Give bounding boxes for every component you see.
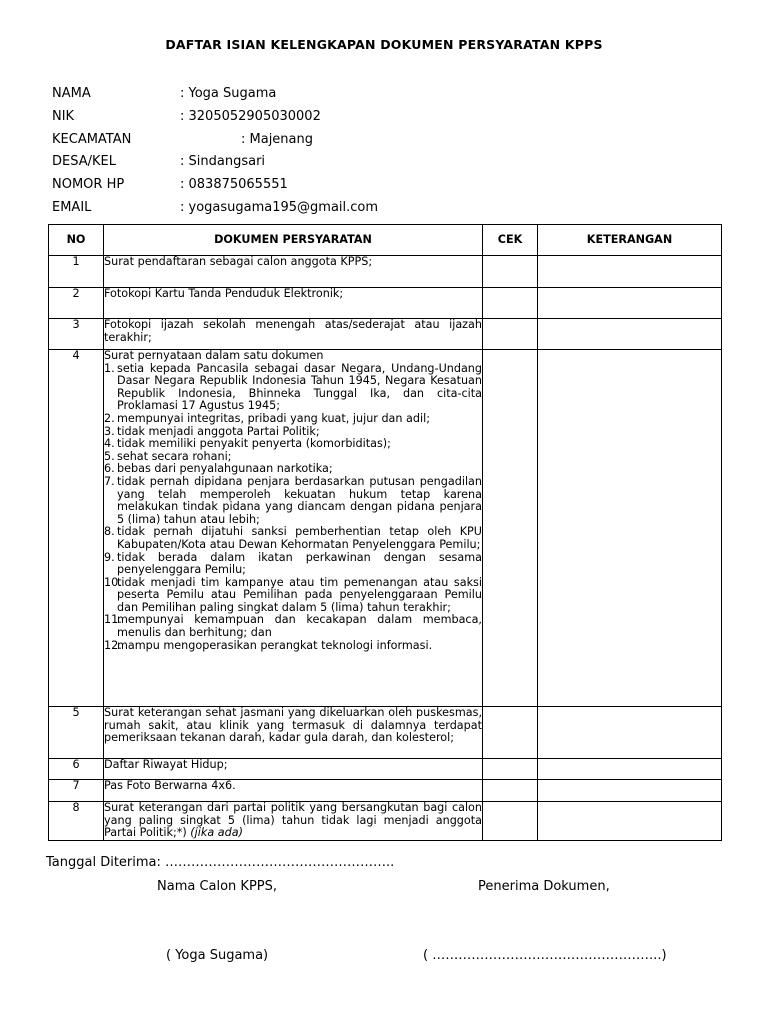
info-value: : 083875065551 [180, 177, 288, 192]
row-number: 2 [49, 288, 104, 319]
list-item: 8. tidak pernah dijatuhi sanksi pemberhentian tetap oleh KPU Kabupaten/Kota atau Dewan Kehormatan Penyelenggara Pemilu; [104, 525, 482, 551]
info-label: NAMA [52, 86, 91, 101]
row-document-note: (jika ada) [190, 826, 243, 840]
row-number: 4 [49, 350, 104, 707]
row-document: Fotokopi ijazah sekolah menengah atas/sederajat atau ijazah terakhir; [104, 319, 483, 350]
keterangan-cell[interactable] [538, 350, 722, 707]
row-number: 1 [49, 256, 104, 288]
row-document: Surat pendaftaran sebagai calon anggota KPPS; [104, 256, 483, 288]
row-number: 7 [49, 780, 104, 802]
info-value: : Majenang [241, 132, 314, 147]
keterangan-cell[interactable] [538, 802, 722, 841]
header-no: NO [49, 225, 104, 256]
requirements-table [48, 224, 722, 841]
row-number: 3 [49, 319, 104, 350]
cek-cell[interactable] [483, 780, 538, 802]
table-row [49, 802, 722, 841]
list-item: 1. setia kepada Pancasila sebagai dasar Negara, Undang-Undang Dasar Negara Republik Indonesia Tahun 1945, Negara Kesatuan Republik Indonesia, Bhinneka Tunggal Ika, dan cita-cita Proklamasi 17 Agustus 1945; [104, 361, 482, 413]
cek-cell[interactable] [483, 707, 538, 759]
info-value: : Sindangsari [180, 154, 266, 169]
cek-cell[interactable] [483, 319, 538, 350]
cek-cell[interactable] [483, 802, 538, 841]
calon-kpps-signature: ( Yoga Sugama) [166, 948, 269, 963]
calon-kpps-label: Nama Calon KPPS, [157, 879, 278, 894]
list-item: 11. mempunyai kemampuan dan kecakapan dalam membaca, menulis dan berhitung; dan [104, 613, 482, 640]
list-item: 7. tidak pernah dipidana penjara berdasarkan putusan pengadilan yang telah memperoleh kekuatan hukum tetap karena melakukan tindak pidana yang diancam dengan pidana penjara 5 (lima) tahun atau lebih; [104, 474, 482, 526]
info-label: NOMOR HP [52, 177, 125, 192]
list-item: 9. tidak berada dalam ikatan perkawinan dengan sesama penyelenggara Pemilu; [104, 550, 482, 577]
header-keterangan: KETERANGAN [538, 225, 722, 256]
keterangan-cell[interactable] [538, 780, 722, 802]
keterangan-cell[interactable] [538, 319, 722, 350]
info-value: : yogasugama195@gmail.com [180, 200, 379, 215]
list-item: 10. tidak menjadi tim kampanye atau tim pemenangan atau saksi peserta Pemilu atau Pemilihan pada penyelenggaraan Pemilu dan Pemilihan paling singkat dalam 5 (lima) tahun terakhir; [104, 575, 482, 614]
header-cek: CEK [483, 225, 538, 256]
row-number: 6 [49, 759, 104, 780]
keterangan-cell[interactable] [538, 759, 722, 780]
row-document: Fotokopi Kartu Tanda Penduduk Elektronik; [104, 288, 483, 319]
cek-cell[interactable] [483, 288, 538, 319]
cek-cell[interactable] [483, 350, 538, 707]
list-item: 6. bebas dari penyalahgunaan narkotika; [104, 462, 333, 476]
list-item: 3. tidak menjadi anggota Partai Politik; [104, 424, 320, 438]
row-document [104, 350, 483, 707]
table-row [49, 256, 722, 288]
info-label: EMAIL [52, 200, 92, 215]
penerima-signature: ( ……………………………………………..) [423, 948, 667, 963]
row-document: Surat keterangan sehat jasmani yang dikeluarkan oleh puskesmas, rumah sakit, atau klinik yang termasuk di dalamnya terdapat pemeriksaan tekanan darah, kadar gula darah, dan kolesterol; [104, 707, 483, 759]
tanggal-diterima: Tanggal Diterima: …………………………………………….. [46, 855, 395, 870]
row-number: 8 [49, 802, 104, 841]
keterangan-cell[interactable] [538, 288, 722, 319]
list-item: 12. mampu mengoperasikan perangkat teknologi informasi. [104, 638, 433, 652]
header-dokumen: DOKUMEN PERSYARATAN [104, 225, 483, 256]
info-label: KECAMATAN [52, 132, 132, 147]
cek-cell[interactable] [483, 256, 538, 288]
keterangan-cell[interactable] [538, 256, 722, 288]
row-document [104, 802, 483, 841]
list-item: 4. tidak memiliki penyakit penyerta (komorbiditas); [104, 437, 391, 451]
row-document-text: Surat keterangan dari partai politik yang bersangkutan bagi calon yang paling singkat 5 (lima) tahun tidak lagi menjadi anggota Partai Politik;*) [104, 801, 482, 840]
cek-cell[interactable] [483, 759, 538, 780]
table-row [49, 350, 722, 707]
info-value: : 3205052905030002 [180, 109, 321, 124]
row-document: Daftar Riwayat Hidup; [104, 759, 483, 780]
row-number: 5 [49, 707, 104, 759]
list-item: 5. sehat secara rohani; [104, 449, 232, 463]
table-row [49, 707, 722, 759]
info-label: NIK [52, 109, 75, 124]
statement-list [104, 363, 482, 653]
list-item: 2. mempunyai integritas, pribadi yang kuat, jujur dan adil; [104, 411, 430, 425]
table-row [49, 780, 722, 802]
info-label: DESA/KEL [52, 154, 116, 169]
penerima-dokumen-label: Penerima Dokumen, [478, 879, 610, 894]
table-row [49, 288, 722, 319]
document-title: DAFTAR ISIAN KELENGKAPAN DOKUMEN PERSYARATAN KPPS [165, 37, 603, 52]
table-row [49, 759, 722, 780]
table-row [49, 319, 722, 350]
info-value: : Yoga Sugama [180, 86, 277, 101]
row-document: Pas Foto Berwarna 4x6. [104, 780, 483, 802]
keterangan-cell[interactable] [538, 707, 722, 759]
row-document-intro: Surat pernyataan dalam satu dokumen [104, 349, 324, 362]
table-header-row [49, 225, 722, 256]
